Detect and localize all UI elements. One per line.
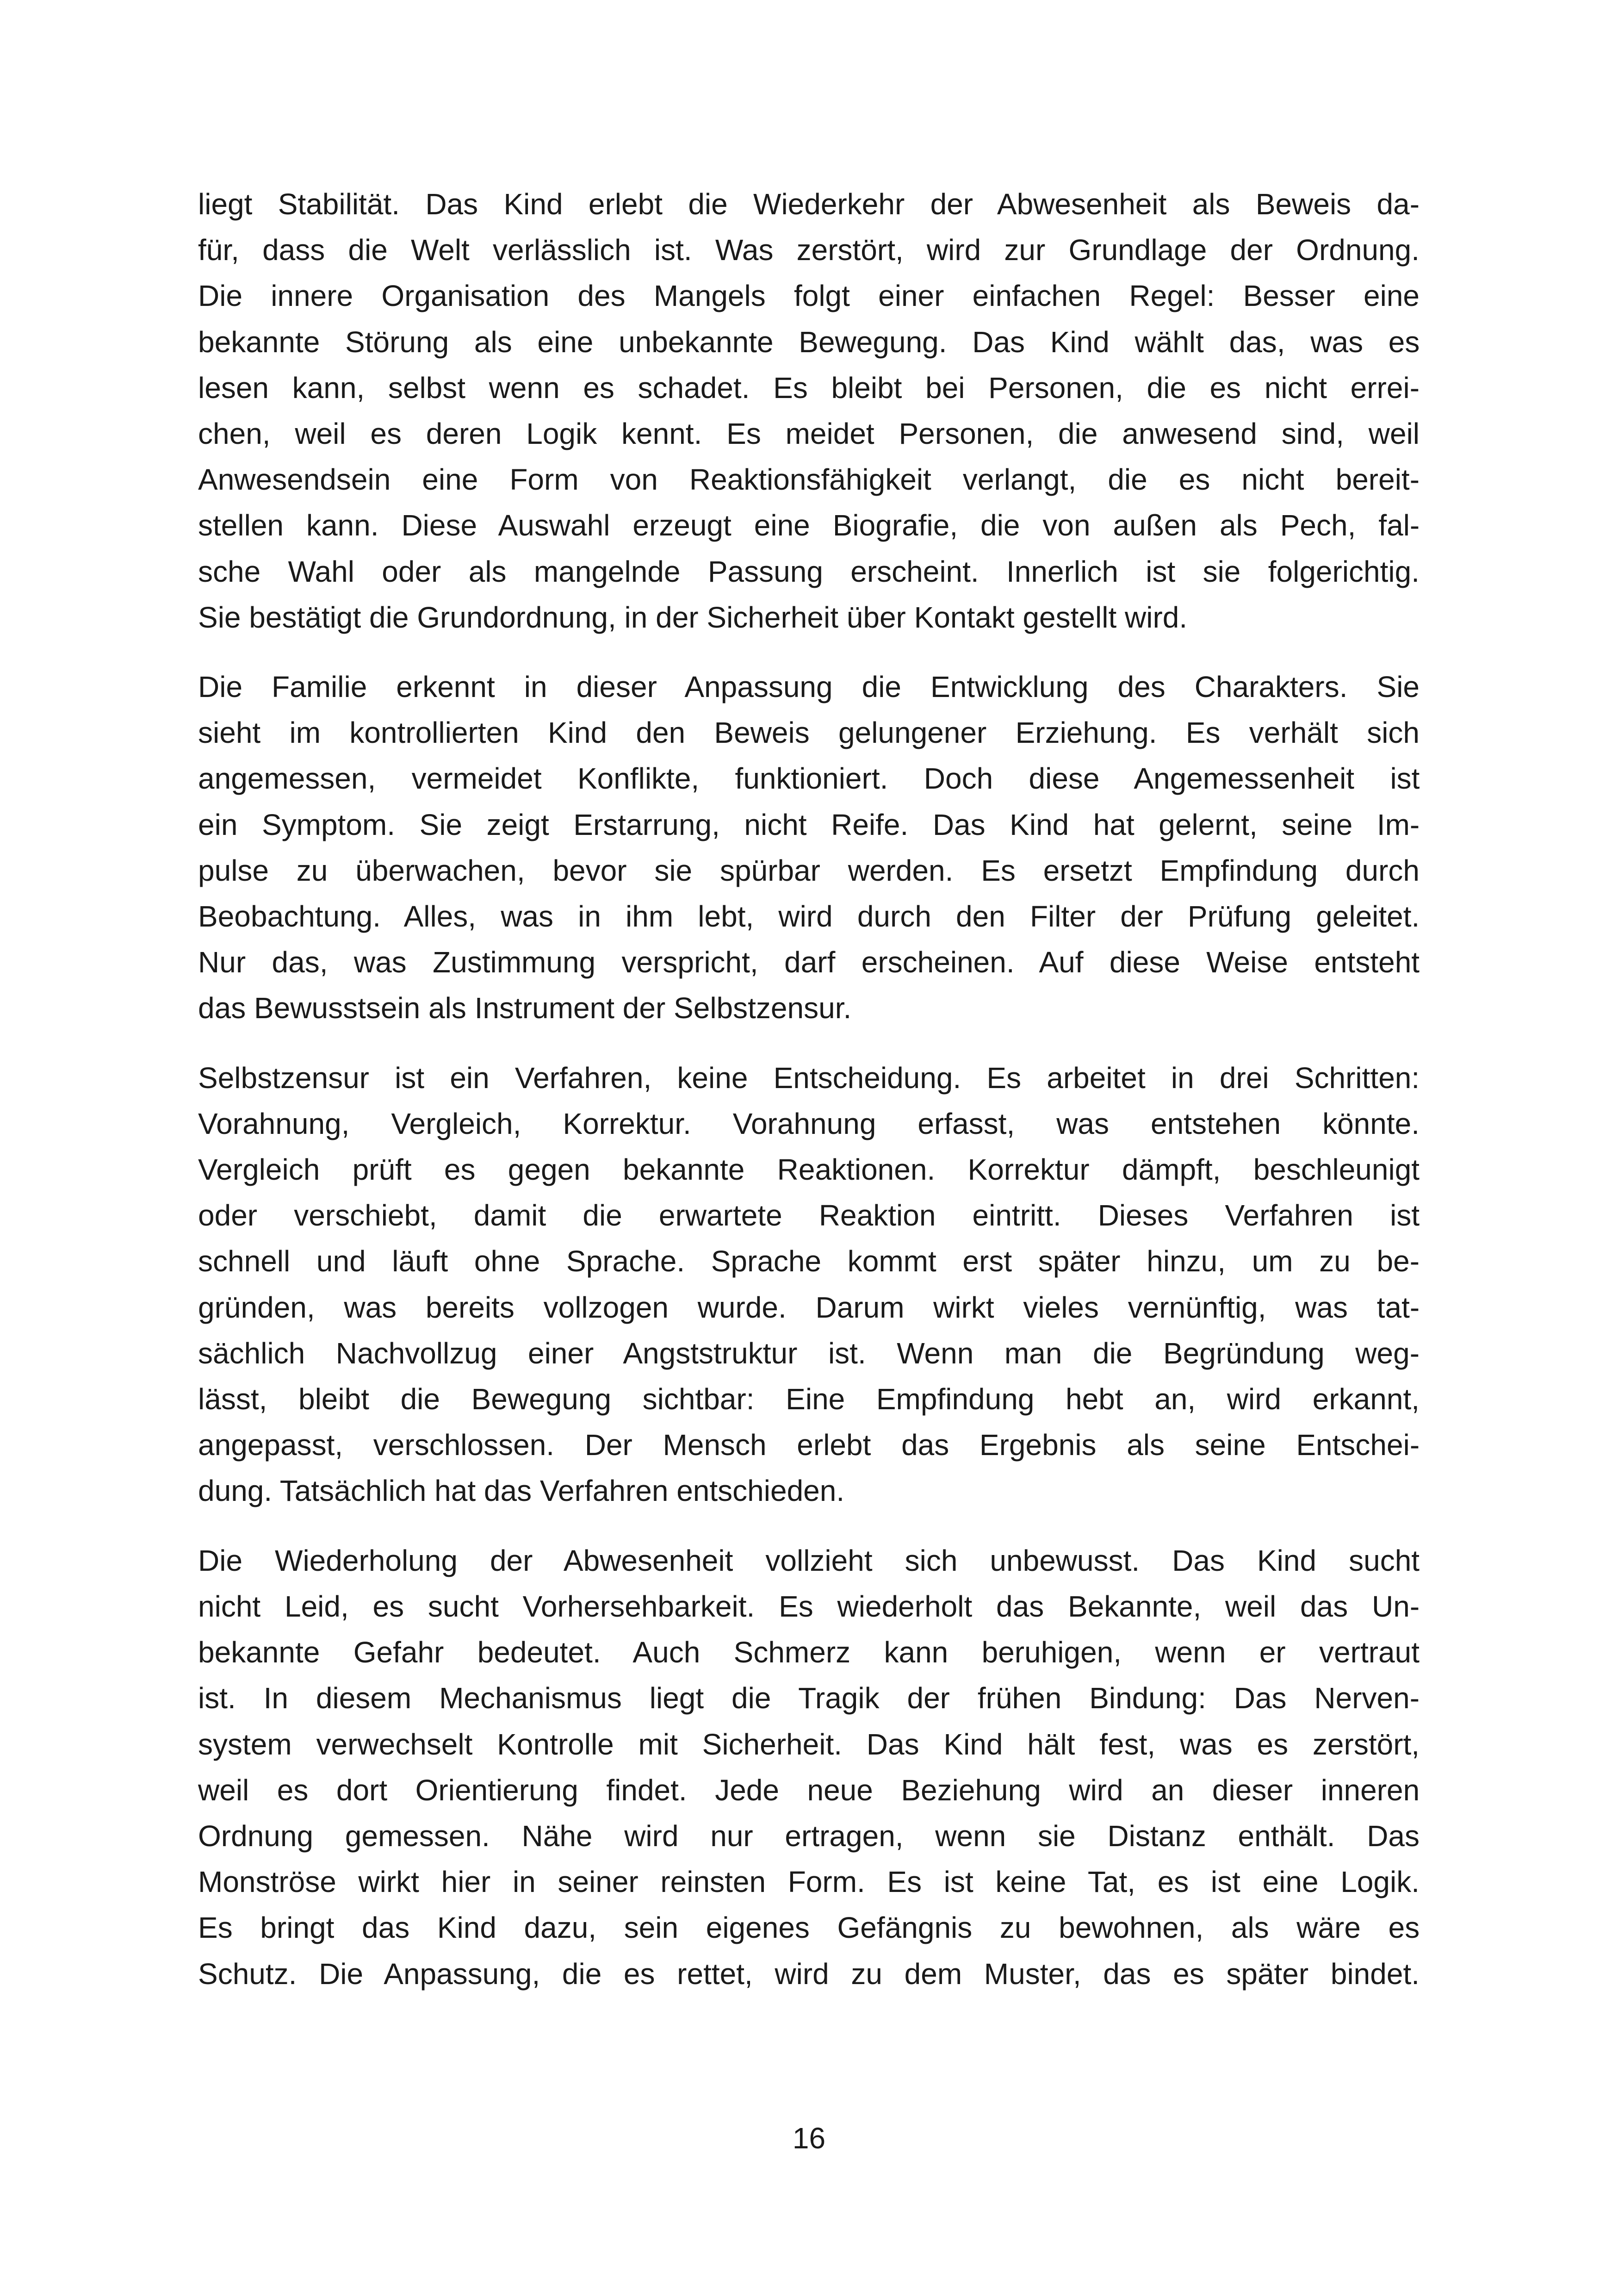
- text-line: angepasst, verschlossen. Der Mensch erlebt das Ergebnis als seine Entschei-: [198, 1428, 1420, 1462]
- text-line: Vorahnung, Vergleich, Korrektur. Vorahnung erfasst, was entstehen könnte.: [198, 1107, 1420, 1140]
- text-line: Monströse wirkt hier in seiner reinsten Form. Es ist keine Tat, es ist eine Logik.: [198, 1865, 1420, 1899]
- text-line: liegt Stabilität. Das Kind erlebt die Wiederkehr der Abwesenheit als Beweis da-: [198, 187, 1420, 221]
- paragraph-4: [198, 1538, 1420, 1997]
- page-number: 16: [792, 2122, 826, 2155]
- paragraph-1: [198, 181, 1420, 641]
- body-text: [198, 181, 1420, 2021]
- text-line: nicht Leid, es sucht Vorhersehbarkeit. Es wiederholt das Bekannte, weil das Un-: [198, 1589, 1420, 1623]
- text-line: bekannte Störung als eine unbekannte Bewegung. Das Kind wählt das, was es: [198, 325, 1420, 359]
- text-line: oder verschiebt, damit die erwartete Reaktion eintritt. Dieses Verfahren ist: [198, 1199, 1420, 1232]
- text-line: Nur das, was Zustimmung verspricht, darf erscheinen. Auf diese Weise entsteht: [198, 946, 1420, 979]
- text-line: ein Symptom. Sie zeigt Erstarrung, nicht Reife. Das Kind hat gelernt, seine Im-: [198, 808, 1420, 841]
- paragraph-2: [198, 664, 1420, 1032]
- text-line: ist. In diesem Mechanismus liegt die Tragik der frühen Bindung: Das Nerven-: [198, 1681, 1420, 1715]
- text-line: für, dass die Welt verlässlich ist. Was zerstört, wird zur Grundlage der Ordnung.: [198, 233, 1420, 267]
- text-line: Vergleich prüft es gegen bekannte Reaktionen. Korrektur dämpft, beschleunigt: [198, 1153, 1420, 1187]
- text-line: Anwesendsein eine Form von Reaktionsfähigkeit verlangt, die es nicht bereit-: [198, 463, 1420, 497]
- text-line: stellen kann. Diese Auswahl erzeugt eine Biografie, die von außen als Pech, fal-: [198, 509, 1420, 542]
- text-line: lesen kann, selbst wenn es schadet. Es bleibt bei Personen, die es nicht errei-: [198, 371, 1420, 404]
- text-line: Selbstzensur ist ein Verfahren, keine Entscheidung. Es arbeitet in drei Schritten:: [198, 1061, 1420, 1095]
- text-line: schnell und läuft ohne Sprache. Sprache kommt erst später hinzu, um zu be-: [198, 1244, 1420, 1278]
- text-line: weil es dort Orientierung findet. Jede neue Beziehung wird an dieser inneren: [198, 1773, 1420, 1807]
- text-line: Die Wiederholung der Abwesenheit vollzieht sich unbewusst. Das Kind sucht: [198, 1543, 1420, 1577]
- text-line: system verwechselt Kontrolle mit Sicherheit. Das Kind hält fest, was es zerstört,: [198, 1727, 1420, 1761]
- text-line: angemessen, vermeidet Konflikte, funktioniert. Doch diese Angemessenheit ist: [198, 762, 1420, 796]
- text-line: Die innere Organisation des Mangels folgt einer einfachen Regel: Besser eine: [198, 279, 1420, 313]
- text-line: sieht im kontrollierten Kind den Beweis gelungener Erziehung. Es verhält sich: [198, 716, 1420, 750]
- text-line: Ordnung gemessen. Nähe wird nur ertragen, wenn sie Distanz enthält. Das: [198, 1819, 1420, 1853]
- text-line: dung. Tatsächlich hat das Verfahren entschieden.: [198, 1474, 845, 1508]
- text-line: bekannte Gefahr bedeutet. Auch Schmerz kann beruhigen, wenn er vertraut: [198, 1636, 1420, 1669]
- text-line: Beobachtung. Alles, was in ihm lebt, wird durch den Filter der Prüfung geleitet.: [198, 900, 1420, 933]
- text-line: Die Familie erkennt in dieser Anpassung die Entwicklung des Charakters. Sie: [198, 670, 1420, 704]
- text-line: pulse zu überwachen, bevor sie spürbar werden. Es ersetzt Empfindung durch: [198, 853, 1420, 887]
- text-line: Schutz. Die Anpassung, die es rettet, wird zu dem Muster, das es später bindet.: [198, 1957, 1420, 1991]
- text-line: Sie bestätigt die Grundordnung, in der Sicherheit über Kontakt gestellt wird.: [198, 600, 1188, 634]
- text-line: sche Wahl oder als mangelnde Passung erscheint. Innerlich ist sie folgerichtig.: [198, 554, 1420, 588]
- text-line: sächlich Nachvollzug einer Angststruktur ist. Wenn man die Begründung weg-: [198, 1336, 1420, 1370]
- text-line: lässt, bleibt die Bewegung sichtbar: Eine Empfindung hebt an, wird erkannt,: [198, 1382, 1420, 1416]
- text-line: Es bringt das Kind dazu, sein eigenes Gefängnis zu bewohnen, als wäre es: [198, 1911, 1420, 1945]
- text-line: chen, weil es deren Logik kennt. Es meidet Personen, die anwesend sind, weil: [198, 417, 1420, 451]
- text-line: das Bewusstsein als Instrument der Selbstzensur.: [198, 991, 852, 1025]
- text-line: gründen, was bereits vollzogen wurde. Darum wirkt vieles vernünftig, was tat-: [198, 1290, 1420, 1324]
- paragraph-3: [198, 1055, 1420, 1514]
